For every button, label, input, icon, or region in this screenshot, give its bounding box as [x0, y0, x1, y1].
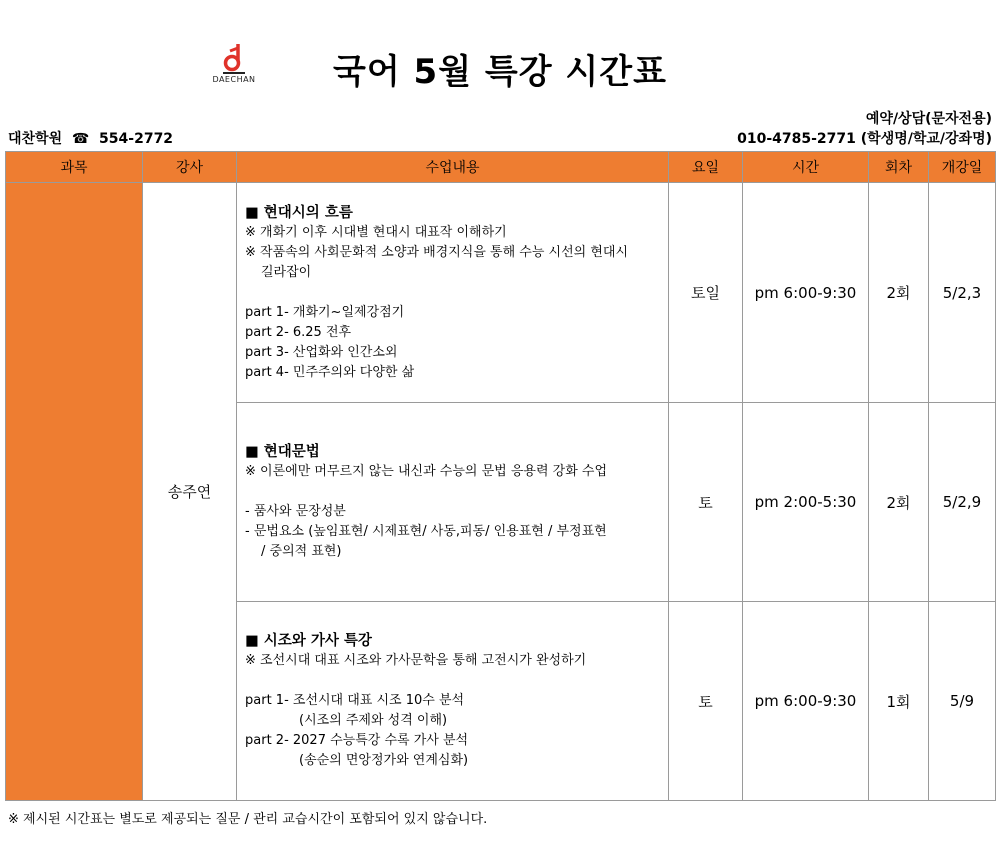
course-note: ※ 이론에만 머무르지 않는 내신과 수능의 문법 응용력 강화 수업 [245, 464, 608, 479]
course-item: part 3- 산업화와 인간소외 [245, 344, 398, 360]
subject-cell [6, 183, 143, 801]
course-heading: ■ 현대문법 [245, 444, 320, 460]
course-item: part 4- 민주주의와 다양한 삶 [245, 364, 415, 380]
time-cell: pm 6:00-9:30 [743, 602, 869, 801]
course-note: 길라잡이 [261, 264, 312, 280]
course-item: part 2- 6.25 전후 [245, 324, 352, 340]
column-header: 요일 [669, 152, 743, 183]
course-note: ※ 작품속의 사회문화적 소양과 배경지식을 통해 수능 시선의 현대시 [245, 244, 629, 260]
logo-text: DAECHAN [212, 75, 256, 84]
sessions-cell: 1회 [869, 602, 929, 801]
course-item: - 문법요소 (높임표현/ 시제표현/ 사동,피동/ 인용표현 / 부정표현 [245, 524, 607, 539]
column-header: 수업내용 [237, 152, 669, 183]
academy-contact [8, 128, 173, 148]
start-date-cell: 5/9 [929, 602, 996, 801]
time-cell: pm 2:00-5:30 [743, 403, 869, 602]
course-item: (송순의 면앙정가와 연계심화) [299, 753, 469, 768]
time-cell: pm 6:00-9:30 [743, 183, 869, 403]
reservation-contact [737, 128, 992, 148]
course-heading: ■ 시조와 가사 특강 [245, 633, 372, 649]
academy-name: 대찬학원 [8, 131, 63, 147]
start-date-cell: 5/2,9 [929, 403, 996, 602]
page-title: 국어 5월 특강 시간표 [333, 52, 667, 92]
day-cell: 토 [669, 602, 743, 801]
column-header: 개강일 [929, 152, 996, 183]
course-item: (시조의 주제와 성격 이해) [299, 713, 448, 728]
day-cell: 토일 [669, 183, 743, 403]
course-item: - 품사와 문장성분 [245, 504, 346, 519]
course-note: ※ 개화기 이후 시대별 현대시 대표작 이해하기 [245, 224, 507, 240]
course-heading: ■ 현대시의 흐름 [245, 204, 353, 221]
schedule-table [5, 151, 996, 801]
telephone-icon: ☎ [66, 131, 95, 147]
sessions-cell: 2회 [869, 403, 929, 602]
reservation-note: (학생명/학교/강좌명) [860, 131, 992, 147]
course-item: part 1- 조선시대 대표 시조 10수 분석 [245, 693, 465, 708]
footnote: ※ 제시된 시간표는 별도로 제공되는 질문 / 관리 교습시간이 포함되어 있지 않습니다. [8, 812, 488, 827]
course-content [237, 403, 669, 602]
teacher-cell: 송주연 [143, 183, 237, 801]
reservation-label: 예약/상담(문자전용) [865, 111, 992, 127]
course-note: ※ 조선시대 대표 시조와 가사문학을 통해 고전시가 완성하기 [245, 653, 587, 668]
course-content [237, 183, 669, 403]
start-date-cell: 5/2,3 [929, 183, 996, 403]
course-item: part 2- 2027 수능특강 수록 가사 분석 [245, 733, 469, 748]
course-item: / 중의적 표현) [261, 544, 342, 559]
reservation-number: 010-4785-2771 [737, 131, 856, 147]
sessions-cell: 2회 [869, 183, 929, 403]
academy-phone: 554-2772 [99, 131, 174, 147]
column-header: 강사 [143, 152, 237, 183]
course-content [237, 602, 669, 801]
column-header: 과목 [6, 152, 143, 183]
day-cell: 토 [669, 403, 743, 602]
column-header: 회차 [869, 152, 929, 183]
table-row [6, 183, 996, 403]
course-item: part 1- 개화기~일제강점기 [245, 304, 405, 320]
table-header-row [6, 152, 996, 183]
column-header: 시간 [743, 152, 869, 183]
